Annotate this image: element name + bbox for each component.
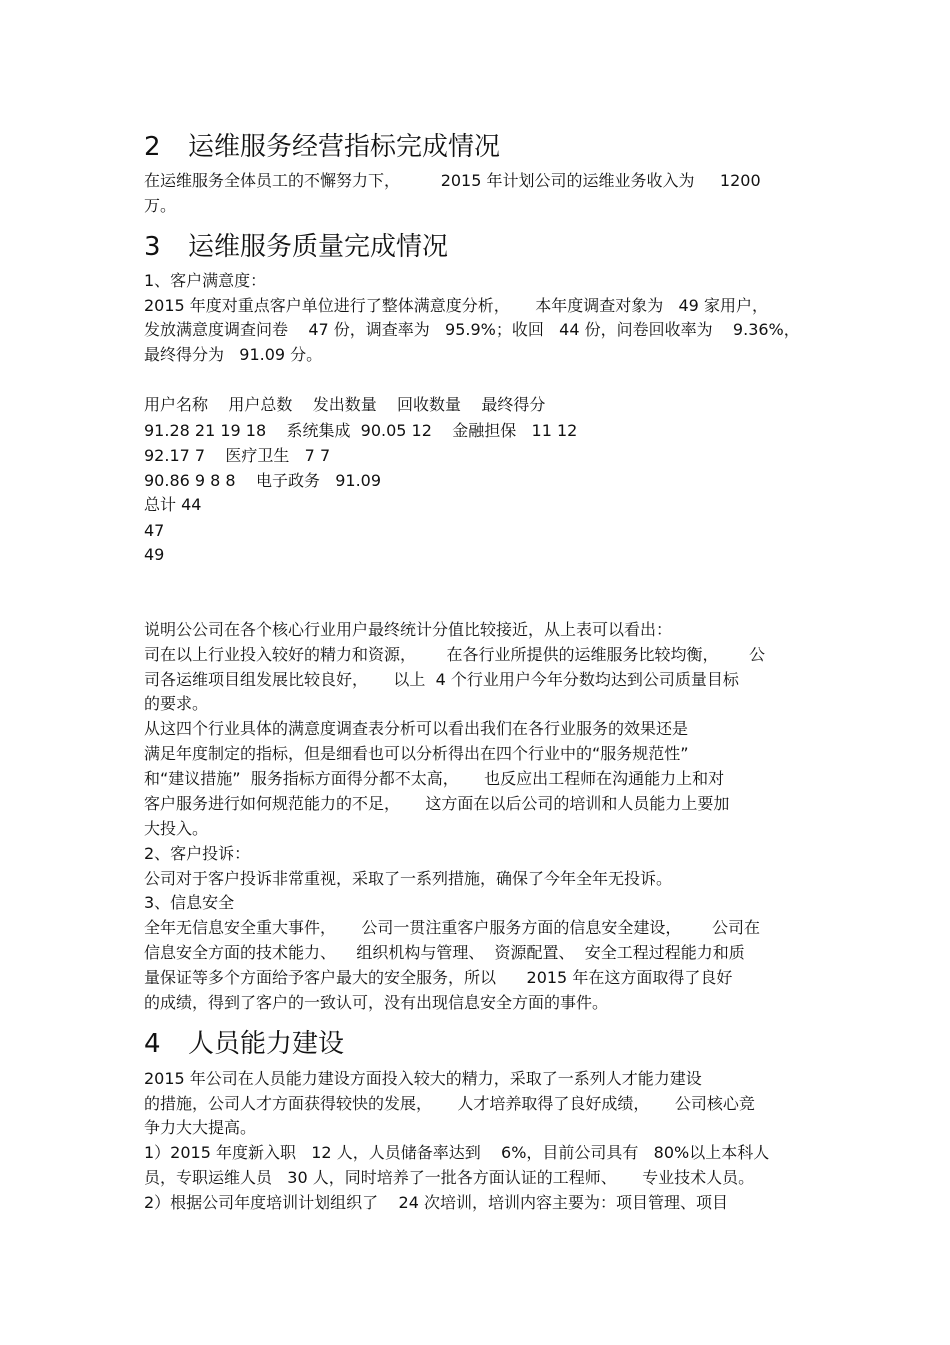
paragraph-line: 公司对于客户投诉非常重视，采取了一系列措施，确保了今年全年无投诉。 xyxy=(144,869,673,888)
subheading-complaints: 2、客户投诉： xyxy=(144,844,251,863)
table-line: 90.86 9 8 8 电子政务 91.09 xyxy=(144,471,382,490)
paragraph-line: 1）2015 年度新入职 12 人，人员储备率达到 6%，目前公司具有 80%以上本科人 xyxy=(144,1143,770,1162)
section-heading-2: 2 运维服务经营指标完成情况 xyxy=(144,132,501,162)
paragraph-line: 的要求。 xyxy=(144,694,209,713)
paragraph-line: 全年无信息安全重大事件， 公司一贯注重客户服务方面的信息安全建设， 公司在 xyxy=(144,918,760,937)
paragraph-line: 发放满意度调查问卷 47 份，调查率为 95.9%；收回 44 份，问卷回收率为 9.36%， xyxy=(144,320,800,339)
table-line: 总计 44 xyxy=(144,495,202,514)
table-line: 92.17 7 医疗卫生 7 7 xyxy=(144,446,331,465)
paragraph-line: 2）根据公司年度培训计划组织了 24 次培训，培训内容主要为：项目管理、项目 xyxy=(144,1193,728,1212)
subheading-info-security: 3、信息安全 xyxy=(144,893,235,912)
section-heading-4: 4 人员能力建设 xyxy=(144,1029,345,1059)
paragraph-line: 争力大大提高。 xyxy=(144,1118,257,1137)
paragraph-line: 的成绩，得到了客户的一致认可，没有出现信息安全方面的事件。 xyxy=(144,993,609,1012)
paragraph-line: 客户服务进行如何规范能力的不足， 这方面在以后公司的培训和人员能力上要加 xyxy=(144,794,730,813)
table-line: 47 xyxy=(144,521,165,540)
paragraph-line: 2015 年公司在人员能力建设方面投入较大的精力，采取了一系列人才能力建设 xyxy=(144,1069,702,1088)
paragraph-line: 的措施，公司人才方面获得较快的发展， 人才培养取得了良好成绩， 公司核心竞 xyxy=(144,1094,755,1113)
paragraph-line: 司各运维项目组发展比较良好， 以上 4 个行业用户今年分数均达到公司质量目标 xyxy=(144,670,739,689)
paragraph-line: 信息安全方面的技术能力、 组织机构与管理、 资源配置、 安全工程过程能力和质 xyxy=(144,943,745,962)
paragraph-line: 大投入。 xyxy=(144,819,209,838)
paragraph-line: 满足年度制定的指标，但是细看也可以分析得出在四个行业中的“服务规范性” xyxy=(144,744,689,763)
subheading-satisfaction: 1、客户满意度： xyxy=(144,271,267,290)
table-line: 91.28 21 19 18 系统集成 90.05 12 金融担保 11 12 xyxy=(144,421,578,440)
paragraph-line: 量保证等多个方面给予客户最大的安全服务，所以 2015 年在这方面取得了良好 xyxy=(144,968,733,987)
paragraph-line: 员，专职运维人员 30 人，同时培养了一批各方面认证的工程师、 专业技术人员。 xyxy=(144,1168,755,1187)
paragraph-line: 司在以上行业投入较好的精力和资源， 在各行业所提供的运维服务比较均衡， 公 xyxy=(144,645,766,664)
table-line: 49 xyxy=(144,545,165,564)
paragraph-line: 万。 xyxy=(144,196,177,215)
paragraph-line: 从这四个行业具体的满意度调查表分析可以看出我们在各行业服务的效果还是 xyxy=(144,719,689,738)
paragraph-line: 说明公公司在各个核心行业用户最终统计分值比较接近，从上表可以看出： xyxy=(144,620,673,639)
section-heading-3: 3 运维服务质量完成情况 xyxy=(144,232,449,262)
paragraph-line: 和“建议措施” 服务指标方面得分都不太高， 也反应出工程师在沟通能力上和对 xyxy=(144,769,725,788)
paragraph-line: 在运维服务全体员工的不懈努力下， 2015 年计划公司的运维业务收入为 1200 xyxy=(144,171,761,190)
paragraph-line: 最终得分为 91.09 分。 xyxy=(144,345,323,364)
table-header-line: 用户名称 用户总数 发出数量 回收数量 最终得分 xyxy=(144,395,546,414)
paragraph-line: 2015 年度对重点客户单位进行了整体满意度分析， 本年度调查对象为 49 家用户， xyxy=(144,296,768,315)
